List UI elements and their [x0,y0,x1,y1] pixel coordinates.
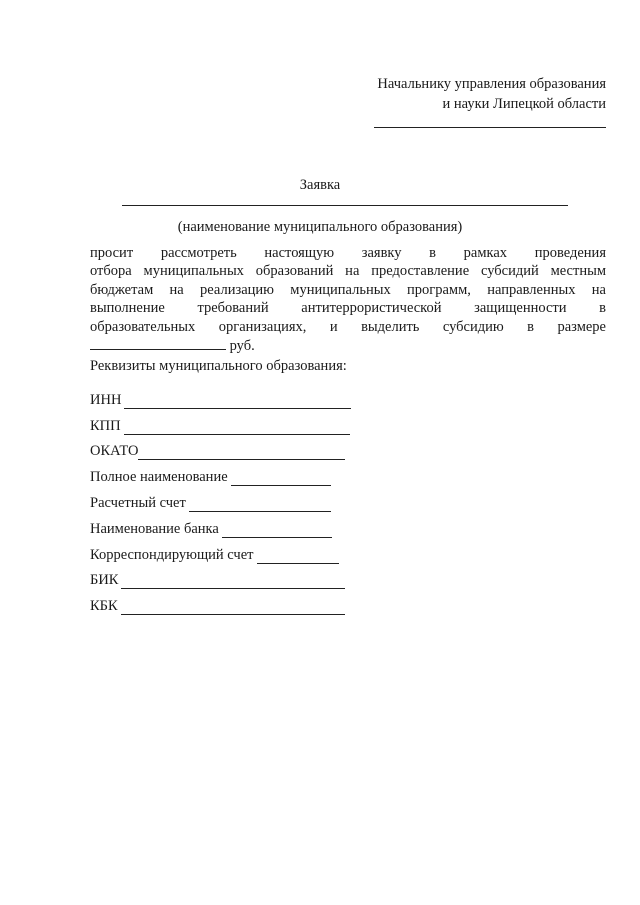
field-bik [90,564,351,590]
field-line[interactable] [231,473,331,486]
field-label: БИК [90,572,119,589]
municipality-name-line[interactable] [122,205,568,206]
field-label: Полное наименование [90,469,228,486]
amount-field-line[interactable] [90,336,226,350]
addressee-line-1: Начальнику управления образования [377,76,606,92]
document-title: Заявка [299,177,341,193]
currency-label: руб. [229,338,255,354]
amount-line [90,336,255,355]
field-bank-name [90,512,351,538]
body-line-4: выполнение требований антитеррористической защищенности в [90,300,606,317]
field-label: ОКАТО [90,443,139,460]
field-label: КБК [90,598,118,615]
field-line[interactable] [138,447,345,460]
requisites-title: Реквизиты муниципального образования: [90,358,347,374]
field-kpp [90,409,351,435]
field-okato [90,435,351,461]
field-kbk [90,589,351,615]
addressee-block [306,74,606,134]
field-correspondent-account [90,538,351,564]
addressee-line-2: и науки Липецкой области [442,96,606,112]
field-label: Наименование банка [90,520,219,537]
field-line[interactable] [124,396,351,409]
field-label: ИНН [90,391,122,408]
body-line-1: просит рассмотреть настоящую заявку в рамках проведения [90,245,606,261]
application-body [90,244,606,336]
requisites-fields [90,383,351,615]
field-line[interactable] [222,525,332,538]
field-line[interactable] [121,576,345,589]
field-inn [90,383,351,409]
field-label: Расчетный счет [90,494,186,511]
field-label: КПП [90,417,121,434]
field-line[interactable] [189,499,331,512]
field-label: Корреспондирующий счет [90,546,254,563]
field-line[interactable] [121,602,345,615]
field-account [90,486,351,512]
municipality-name-caption: (наименование муниципального образования) [177,219,463,235]
field-line[interactable] [124,422,350,435]
addressee-signature-line[interactable] [374,114,606,128]
field-line[interactable] [257,551,339,564]
body-line-3: бюджетам на реализацию муниципальных программ, направленных на [90,281,606,298]
body-line-2: отбора муниципальных образований на предоставление субсидий местным [90,263,606,280]
body-line-5: образовательных организациях, и выделить субсидию в размере [90,318,606,335]
field-full-name [90,460,351,486]
